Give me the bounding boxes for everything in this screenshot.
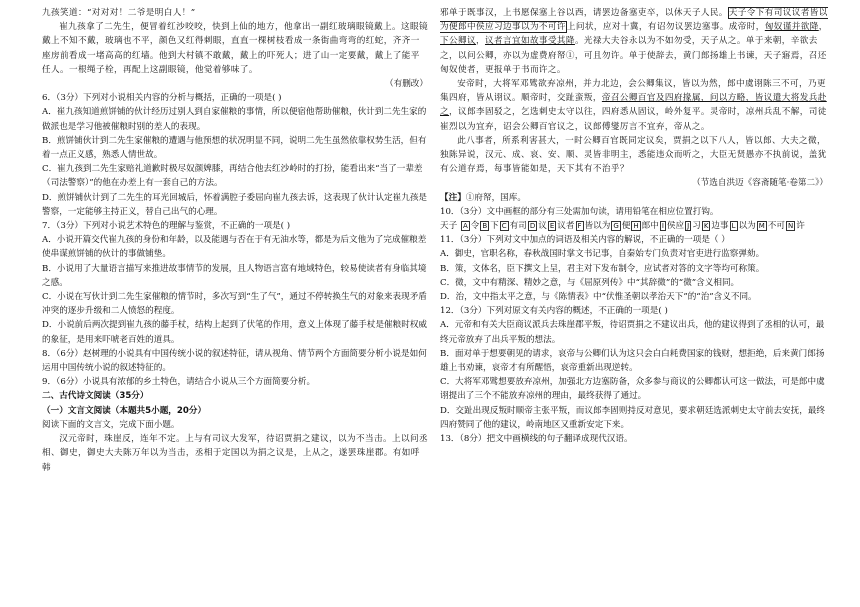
underlined-sentence: 匈奴谨并欲降 bbox=[764, 22, 819, 33]
subsection-heading: （一）文言文阅读（本题共5小题，20分） bbox=[42, 405, 207, 416]
reading-instruction: 阅读下面的文言文，完成下面小题。 bbox=[42, 419, 180, 430]
underlined-sentence: 帝召公卿百官及四府掾属，问以方略，皆议遣大将发兵赴之 bbox=[440, 93, 827, 118]
text-run: 单于来朝，辛欲去之，以问公卿，亦以为虚费府帑①，可且勿许。单于使辞去，黄门郎扬雄上书谏，天子寤焉，召还匈奴使者，更报单于书而许之。 bbox=[440, 36, 827, 75]
text-run: 安帝时，大将军邓骘欲弃凉州，并力北边，会公卿集议，皆以为然，郎中虞诩陈三不可，乃更集四府，皆从诩议。顺帝时，交趾蛮叛， bbox=[440, 79, 826, 104]
classical-text-continued: 邪单于既事汉，上书愿保塞上谷以西，请罢边备塞吏卒，以休天子人民。天子令下有司议议者皆以为便郎中侯应习边事以为不可许上问状，应对十冀，有诏勿议罢边塞事。成帝时，匈奴谨并欲降，下公卿议，议者言宜如故事受其降。光禄大夫谷永以为不如勿受，天子从之。单于来朝，辛欲去之，以问公卿，亦以为虚费府帑①，可且勿许。单于使辞去，黄门郎扬雄上书谏，天子寤焉，召还匈奴使者，更报单于书而许之。 bbox=[440, 8, 828, 75]
punctuation-slot-m[interactable]: M bbox=[758, 222, 765, 231]
q6-option-d: D．煎饼铺伙计到了二先生的耳光回城后，怀着满腔子委屈向崔九孩去诉，这表现了伙计认定崔九孩是警察，一定能够主持正义，替自己出气的心理。 bbox=[42, 192, 428, 217]
text-run: 上问状，应对十冀，有诏勿议罢边塞事。成帝时， bbox=[566, 22, 765, 33]
question-7: 7．（3分）下列对小说艺术特色的理解与鉴赏，不正确的一项是( ) bbox=[42, 221, 291, 232]
q10-punctuation-line bbox=[440, 219, 828, 233]
q12-option-c: C．大将军邓骘想要放弃凉州，加强北方边塞防备，众多参与商议的公卿都认可这一做法，可是郎中虞诩提出了三个不能放弃凉州的理由，最终获得了通过。 bbox=[440, 377, 825, 402]
punctuation-slot-k[interactable]: K bbox=[703, 222, 709, 231]
punctuation-slot-i[interactable]: I bbox=[661, 222, 664, 231]
q10-word: 习 bbox=[692, 221, 701, 232]
question-12: 12．（3分）下列对原文有关内容的概述，不正确的一项是( ) bbox=[440, 306, 668, 317]
punctuation-slot-b[interactable]: B bbox=[482, 222, 488, 231]
punctuation-slot-f[interactable]: F bbox=[577, 222, 582, 231]
story-paragraph: 崔九孩拿了二先生，便冒着红沙咬咬，快到上仙的地方，他拿出一副红玻璃眼镜戴上。这眼镜戴上不知不戴，玻璃也不平，颜色又红得刺眼，直直一棵树枝看成一条街曲弯弯的红蛇，齐齐一座房前看成一堵高高的红墙。他到大村镇不敢戴，戴上的吓死人；进了山一定要戴，戴上了能平任人。一根绳子栓，再配上这副眼镜，他觉着够味了。 bbox=[42, 22, 428, 75]
q10-word: 有司 bbox=[509, 221, 527, 232]
q10-word: 许 bbox=[796, 221, 805, 232]
q7-option-c: C．小说在写伙计到二先生家催粮的情节时，多次写到“生了气”，通过不停转换生气的对象来表现矛盾冲突的逐步升级和二人愤怒的程度。 bbox=[42, 292, 427, 317]
text-source: （节选自洪迈《容斋随笔·卷第二》） bbox=[692, 178, 828, 189]
q6-option-a: A．崔九孩知道煎饼铺的伙计经历过别人到自家催粮的事情，所以便宿他帮助催粮，伙计到二先生家的做派也是学习他被催粮时别的差人的表现。 bbox=[42, 107, 427, 132]
q10-line-start: 天子 bbox=[440, 221, 458, 232]
note-text: ①府帑，国库。 bbox=[465, 192, 526, 203]
q6-option-c: C．崔九孩到二先生家赔礼道歉时极尽奴颜婢膝，再结合他去红沙岭时的打扮，能看出来“当了一辈差（司法警察）”的他在办差上有一套自己的方法。 bbox=[42, 164, 423, 189]
text-run: 邪单于既事汉，上书愿保塞上谷以西，请罢边备塞吏卒，以休天子人民。 bbox=[440, 8, 728, 18]
q10-word: 便 bbox=[621, 221, 631, 232]
punctuation-slot-c[interactable]: C bbox=[501, 222, 507, 231]
q10-word: 下 bbox=[490, 221, 499, 232]
q10-word: 边事 bbox=[711, 221, 729, 232]
question-8: 8．（6分）赵树理的小说具有中国传统小说的叙述特征，请从视角、情节两个方面简要分析小说是如何运用中国传统小说的叙述特征的。 bbox=[42, 348, 427, 374]
q10-word: 侯应 bbox=[666, 221, 685, 232]
question-9: 9．（6分）小说具有浓郁的乡土特色，请结合小说从三个方面简要分析。 bbox=[42, 377, 316, 388]
q10-word: 郎中 bbox=[641, 221, 659, 232]
q7-option-a: A．小说开篇交代崔九孩的身份和年龄，以及能遇与否在于有无油水等，都是为后文他为了完成催粮差使串谋煎饼铺的伙计的事做铺垫。 bbox=[42, 235, 427, 260]
note-label: 【注】 bbox=[440, 192, 466, 203]
q11-option-a: A．御史，官职名称，春秋战国时掌文书记事，自秦始专门负责对官吏进行监察弹劾。 bbox=[440, 249, 765, 260]
underlined-sentence: 议者言宜如故事受其降 bbox=[484, 36, 575, 47]
q11-option-d: D．治，文中指太平之意，与《陈情表》中“伏惟圣朝以孝治天下”的“治”含义不同。 bbox=[440, 292, 757, 303]
annotation bbox=[440, 191, 828, 205]
q11-option-b: B．策，文体名，臣下撰文上呈，君主对下发布制令，应试者对答的文字等均可称策。 bbox=[440, 263, 765, 274]
q10-word: 议 bbox=[538, 221, 547, 232]
question-6: 6．（3分）下列对小说相关内容的分析与概括，正确的一项是( ) bbox=[42, 93, 282, 104]
right-column bbox=[440, 6, 828, 446]
classical-text-paragraph-1: 汉元帝时，珠崖反，连年不定。上与有司议大发军，待诏贾捐之建议，以为不当击。上以问丞相、御史，御史大夫陈万年以为当击，丞相于定国以为捐之议是，上从之，遂罢珠崖郡。有如呼韩 bbox=[42, 434, 428, 473]
left-column bbox=[42, 6, 428, 475]
section-heading: 二、古代诗文阅读（35分） bbox=[42, 391, 149, 402]
question-10: 10．（3分）文中画框的部分有三处需加句读，请用铅笔在相应位置打钩。 bbox=[440, 206, 719, 217]
punctuation-slot-e[interactable]: E bbox=[549, 222, 555, 231]
punctuation-slot-a[interactable]: A bbox=[462, 222, 468, 231]
text-run: ，议郎李固驳之，乞选刺史太守以往，四府悉从固议，岭外复平。灵帝时，凉州兵乱不解，司徒崔烈以为宜弃，诏会公卿百官议之，议郎傅燮厉言不宜弃，帝从之。 bbox=[440, 107, 827, 132]
q12-option-a: A．元帝和有关大臣商议派兵去珠崖郡平叛，待诏贾捐之不建议出兵，他的建议得到了丞相的认可，最终元帝放弃了出兵平叛的想法。 bbox=[440, 320, 825, 345]
q10-word: 议者 bbox=[557, 221, 575, 232]
q12-option-d: D．交趾出现反叛时顺帝主张平叛，而议郎李固则持反对意见，要求朝廷选派刺史太守前去安抚，最终四府赞同了他的建议，岭南地区又重新安定下来。 bbox=[440, 405, 826, 430]
q10-word: 令 bbox=[470, 221, 480, 232]
q10-word: 不可 bbox=[767, 221, 785, 232]
q10-word: 皆以为 bbox=[584, 221, 611, 232]
classical-text-paragraph-3: 此八事者，所系利害甚大，一时公卿百官既同定议矣，贾捐之以下八人，皆以郎、大夫之微，独陈异说，汉元、成、哀、安、顺、灵皆非明主，悉能违众而听之，大臣无贤愚亦不执前说，盖犹有公道存焉，每事皆能如是，天下其有不治乎？ bbox=[440, 135, 827, 175]
q7-option-b: B．小说用了大量语言描写来推进故事情节的发展，且人物语言富有地域特色，较易使读者有身临其境之感。 bbox=[42, 263, 427, 288]
q6-option-b: B．煎饼铺伙计到二先生家催粮的遭遇与他预想的状况明显不同，说明二先生虽然依靠权势生活，但有着一点正义感，熟悉人情世故。 bbox=[42, 135, 427, 161]
punctuation-slot-n[interactable]: N bbox=[787, 222, 794, 231]
punctuation-slot-d[interactable]: D bbox=[529, 222, 536, 231]
boxed-passage: 天子令下有司议议者皆以为便郎中侯应习边事以为不可许 bbox=[440, 8, 828, 33]
q7-option-d: D．小说前后两次提到崔九孩的藤手杖，结构上起到了伏笔的作用，意义上体现了藤手杖是催粮时权威的象征，是用来吓唬老百姓的道具。 bbox=[42, 320, 428, 345]
q12-option-b: B．面对单于想要朝见的请求，哀帝与公卿们认为这只会白白耗费国家的钱财，想拒绝，后来黄门郎扬雄上书劝谏，哀帝才有所醒悟，哀帝重新出现逆转。 bbox=[440, 348, 825, 374]
q11-option-c: C．微，文中有精深、精妙之意，与《屈原列传》中“其辞微”的“微”含义相同。 bbox=[440, 277, 740, 288]
text-run: 。光禄大夫谷永以为不如勿受，天子从之。 bbox=[574, 36, 746, 47]
punctuation-slot-g[interactable]: G bbox=[613, 222, 619, 231]
punctuation-slot-h[interactable]: H bbox=[633, 222, 639, 231]
classical-text-paragraph-2 bbox=[440, 77, 828, 134]
punctuation-slot-l[interactable]: L bbox=[731, 222, 736, 231]
q10-word: 以为 bbox=[738, 221, 756, 232]
story-source: （有删改） bbox=[385, 79, 428, 90]
question-11: 11．（3分）下列对文中加点的词语及相关内容的解说，不正确的一项是（ ） bbox=[440, 235, 730, 246]
underlined-sentence: 下公卿议 bbox=[440, 36, 476, 47]
story-line: 九孩笑道：“对对对！二爷是明白人！” bbox=[42, 8, 196, 18]
punctuation-slot-j[interactable]: J bbox=[687, 222, 690, 231]
question-13: 13．（8分）把文中画横线的句子翻译成现代汉语。 bbox=[440, 434, 633, 445]
